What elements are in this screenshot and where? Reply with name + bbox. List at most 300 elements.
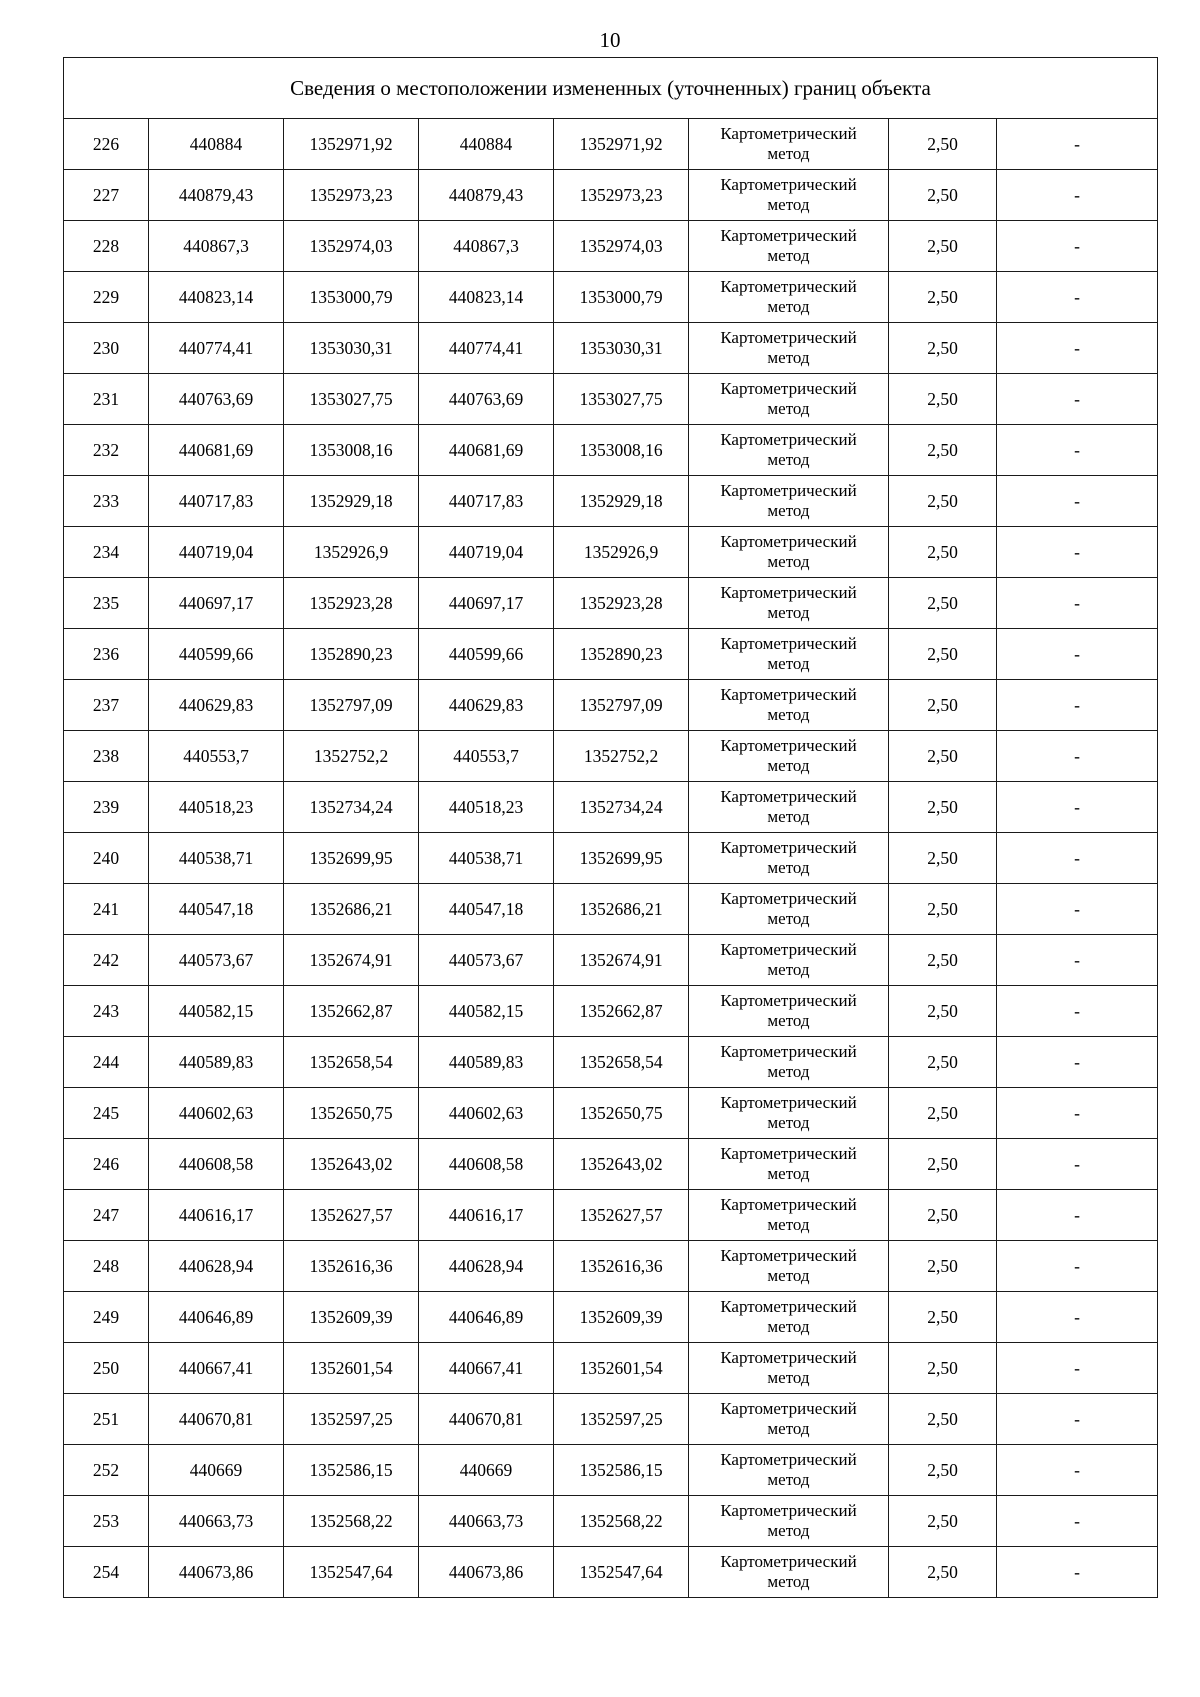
accuracy-cell: 2,50 [889, 1139, 997, 1190]
existing-y-cell: 1352923,28 [284, 578, 419, 629]
refined-x-cell: 440538,71 [419, 833, 554, 884]
method-line-1: Картометрический [720, 940, 857, 959]
method-cell [689, 935, 889, 986]
point-number-cell: 229 [64, 272, 149, 323]
method-line-1: Картометрический [720, 328, 857, 347]
refined-y-cell: 1352797,09 [554, 680, 689, 731]
refined-x-cell: 440589,83 [419, 1037, 554, 1088]
method-line-2: метод [767, 1317, 810, 1336]
note-cell: - [997, 1139, 1158, 1190]
accuracy-cell: 2,50 [889, 272, 997, 323]
point-number-cell: 233 [64, 476, 149, 527]
table-row [64, 221, 1158, 272]
table-row [64, 272, 1158, 323]
accuracy-cell: 2,50 [889, 1037, 997, 1088]
method-line-2: метод [767, 909, 810, 928]
refined-x-cell: 440629,83 [419, 680, 554, 731]
note-cell: - [997, 374, 1158, 425]
point-number-cell: 244 [64, 1037, 149, 1088]
refined-y-cell: 1352662,87 [554, 986, 689, 1037]
existing-y-cell: 1352797,09 [284, 680, 419, 731]
existing-y-cell: 1352973,23 [284, 170, 419, 221]
table-row [64, 884, 1158, 935]
refined-x-cell: 440669 [419, 1445, 554, 1496]
refined-x-cell: 440879,43 [419, 170, 554, 221]
point-number-cell: 248 [64, 1241, 149, 1292]
existing-x-cell: 440697,17 [149, 578, 284, 629]
method-cell [689, 1547, 889, 1598]
table-row [64, 170, 1158, 221]
note-cell: - [997, 119, 1158, 170]
refined-y-cell: 1352971,92 [554, 119, 689, 170]
point-number-cell: 252 [64, 1445, 149, 1496]
point-number-cell: 250 [64, 1343, 149, 1394]
table-row [64, 731, 1158, 782]
method-line-2: метод [767, 1266, 810, 1285]
method-line-1: Картометрический [720, 1246, 857, 1265]
refined-y-cell: 1352674,91 [554, 935, 689, 986]
point-number-cell: 228 [64, 221, 149, 272]
method-line-1: Картометрический [720, 583, 857, 602]
method-line-2: метод [767, 756, 810, 775]
point-number-cell: 226 [64, 119, 149, 170]
refined-y-cell: 1352650,75 [554, 1088, 689, 1139]
accuracy-cell: 2,50 [889, 935, 997, 986]
method-cell [689, 782, 889, 833]
existing-x-cell: 440602,63 [149, 1088, 284, 1139]
refined-x-cell: 440602,63 [419, 1088, 554, 1139]
note-cell: - [997, 1547, 1158, 1598]
existing-y-cell: 1352650,75 [284, 1088, 419, 1139]
refined-x-cell: 440663,73 [419, 1496, 554, 1547]
method-line-2: метод [767, 195, 810, 214]
method-cell [689, 119, 889, 170]
method-line-2: метод [767, 1113, 810, 1132]
point-number-cell: 242 [64, 935, 149, 986]
refined-x-cell: 440681,69 [419, 425, 554, 476]
existing-y-cell: 1352734,24 [284, 782, 419, 833]
refined-x-cell: 440774,41 [419, 323, 554, 374]
method-line-1: Картометрический [720, 1093, 857, 1112]
method-cell [689, 1139, 889, 1190]
existing-x-cell: 440719,04 [149, 527, 284, 578]
note-cell: - [997, 221, 1158, 272]
existing-y-cell: 1352643,02 [284, 1139, 419, 1190]
point-number-cell: 249 [64, 1292, 149, 1343]
method-line-2: метод [767, 246, 810, 265]
point-number-cell: 246 [64, 1139, 149, 1190]
existing-y-cell: 1353000,79 [284, 272, 419, 323]
point-number-cell: 236 [64, 629, 149, 680]
refined-y-cell: 1352752,2 [554, 731, 689, 782]
method-cell [689, 1445, 889, 1496]
table-row [64, 935, 1158, 986]
note-cell: - [997, 425, 1158, 476]
table-row [64, 629, 1158, 680]
method-line-2: метод [767, 960, 810, 979]
accuracy-cell: 2,50 [889, 884, 997, 935]
existing-x-cell: 440628,94 [149, 1241, 284, 1292]
method-line-1: Картометрический [720, 1297, 857, 1316]
existing-y-cell: 1352971,92 [284, 119, 419, 170]
refined-y-cell: 1352568,22 [554, 1496, 689, 1547]
table-row [64, 986, 1158, 1037]
method-cell [689, 374, 889, 425]
existing-y-cell: 1352568,22 [284, 1496, 419, 1547]
accuracy-cell: 2,50 [889, 1547, 997, 1598]
existing-x-cell: 440538,71 [149, 833, 284, 884]
accuracy-cell: 2,50 [889, 221, 997, 272]
accuracy-cell: 2,50 [889, 986, 997, 1037]
method-cell [689, 986, 889, 1037]
existing-y-cell: 1352686,21 [284, 884, 419, 935]
accuracy-cell: 2,50 [889, 833, 997, 884]
method-line-2: метод [767, 348, 810, 367]
existing-y-cell: 1352547,64 [284, 1547, 419, 1598]
method-line-2: метод [767, 1164, 810, 1183]
point-number-cell: 245 [64, 1088, 149, 1139]
method-line-2: метод [767, 552, 810, 571]
existing-x-cell: 440629,83 [149, 680, 284, 731]
note-cell: - [997, 1445, 1158, 1496]
boundary-coordinates-table [63, 57, 1158, 1598]
existing-x-cell: 440823,14 [149, 272, 284, 323]
note-cell: - [997, 782, 1158, 833]
accuracy-cell: 2,50 [889, 578, 997, 629]
refined-y-cell: 1352973,23 [554, 170, 689, 221]
method-line-2: метод [767, 399, 810, 418]
table-title: Сведения о местоположении измененных (уточненных) границ объекта [64, 58, 1158, 119]
note-cell: - [997, 935, 1158, 986]
existing-x-cell: 440608,58 [149, 1139, 284, 1190]
existing-x-cell: 440667,41 [149, 1343, 284, 1394]
refined-y-cell: 1352734,24 [554, 782, 689, 833]
method-cell [689, 1241, 889, 1292]
method-line-2: метод [767, 858, 810, 877]
method-line-1: Картометрический [720, 1144, 857, 1163]
method-line-1: Картометрический [720, 175, 857, 194]
method-line-1: Картометрический [720, 787, 857, 806]
table-row [64, 578, 1158, 629]
method-line-1: Картометрический [720, 532, 857, 551]
existing-y-cell: 1352752,2 [284, 731, 419, 782]
method-line-1: Картометрический [720, 1195, 857, 1214]
method-line-2: метод [767, 1368, 810, 1387]
existing-x-cell: 440774,41 [149, 323, 284, 374]
refined-x-cell: 440599,66 [419, 629, 554, 680]
point-number-cell: 247 [64, 1190, 149, 1241]
method-cell [689, 680, 889, 731]
existing-y-cell: 1352616,36 [284, 1241, 419, 1292]
method-line-2: метод [767, 654, 810, 673]
method-line-1: Картометрический [720, 634, 857, 653]
note-cell: - [997, 1292, 1158, 1343]
method-line-2: метод [767, 1572, 810, 1591]
accuracy-cell: 2,50 [889, 629, 997, 680]
accuracy-cell: 2,50 [889, 1088, 997, 1139]
method-cell [689, 629, 889, 680]
existing-y-cell: 1352929,18 [284, 476, 419, 527]
table-row [64, 782, 1158, 833]
table-row [64, 1139, 1158, 1190]
method-line-2: метод [767, 501, 810, 520]
accuracy-cell: 2,50 [889, 527, 997, 578]
method-line-1: Картометрический [720, 838, 857, 857]
refined-x-cell: 440670,81 [419, 1394, 554, 1445]
point-number-cell: 232 [64, 425, 149, 476]
refined-y-cell: 1352699,95 [554, 833, 689, 884]
refined-x-cell: 440697,17 [419, 578, 554, 629]
refined-x-cell: 440884 [419, 119, 554, 170]
refined-x-cell: 440673,86 [419, 1547, 554, 1598]
existing-x-cell: 440669 [149, 1445, 284, 1496]
point-number-cell: 231 [64, 374, 149, 425]
existing-x-cell: 440717,83 [149, 476, 284, 527]
existing-x-cell: 440867,3 [149, 221, 284, 272]
method-cell [689, 1190, 889, 1241]
method-cell [689, 323, 889, 374]
refined-y-cell: 1352601,54 [554, 1343, 689, 1394]
existing-x-cell: 440681,69 [149, 425, 284, 476]
method-cell [689, 578, 889, 629]
table-row [64, 425, 1158, 476]
existing-y-cell: 1352597,25 [284, 1394, 419, 1445]
method-line-1: Картометрический [720, 736, 857, 755]
table-row [64, 323, 1158, 374]
table-row [64, 1190, 1158, 1241]
method-line-2: метод [767, 1419, 810, 1438]
method-line-1: Картометрический [720, 1450, 857, 1469]
existing-x-cell: 440518,23 [149, 782, 284, 833]
note-cell: - [997, 272, 1158, 323]
method-line-1: Картометрический [720, 1552, 857, 1571]
table-row [64, 1241, 1158, 1292]
method-cell [689, 170, 889, 221]
accuracy-cell: 2,50 [889, 1292, 997, 1343]
accuracy-cell: 2,50 [889, 1496, 997, 1547]
method-line-2: метод [767, 1470, 810, 1489]
table-row [64, 1496, 1158, 1547]
note-cell: - [997, 1241, 1158, 1292]
method-line-1: Картометрический [720, 1042, 857, 1061]
accuracy-cell: 2,50 [889, 425, 997, 476]
refined-x-cell: 440547,18 [419, 884, 554, 935]
refined-x-cell: 440573,67 [419, 935, 554, 986]
method-line-2: метод [767, 807, 810, 826]
table-row [64, 1445, 1158, 1496]
method-line-1: Картометрический [720, 1501, 857, 1520]
method-line-1: Картометрический [720, 1399, 857, 1418]
refined-y-cell: 1352890,23 [554, 629, 689, 680]
existing-x-cell: 440670,81 [149, 1394, 284, 1445]
existing-x-cell: 440884 [149, 119, 284, 170]
method-cell [689, 884, 889, 935]
point-number-cell: 251 [64, 1394, 149, 1445]
note-cell: - [997, 170, 1158, 221]
refined-x-cell: 440616,17 [419, 1190, 554, 1241]
point-number-cell: 241 [64, 884, 149, 935]
existing-x-cell: 440599,66 [149, 629, 284, 680]
note-cell: - [997, 884, 1158, 935]
note-cell: - [997, 833, 1158, 884]
accuracy-cell: 2,50 [889, 1445, 997, 1496]
refined-y-cell: 1352597,25 [554, 1394, 689, 1445]
refined-x-cell: 440582,15 [419, 986, 554, 1037]
note-cell: - [997, 1394, 1158, 1445]
method-line-1: Картометрический [720, 481, 857, 500]
note-cell: - [997, 323, 1158, 374]
accuracy-cell: 2,50 [889, 476, 997, 527]
refined-x-cell: 440717,83 [419, 476, 554, 527]
existing-y-cell: 1353030,31 [284, 323, 419, 374]
refined-y-cell: 1352974,03 [554, 221, 689, 272]
method-cell [689, 476, 889, 527]
existing-x-cell: 440589,83 [149, 1037, 284, 1088]
accuracy-cell: 2,50 [889, 323, 997, 374]
existing-x-cell: 440763,69 [149, 374, 284, 425]
table-body [64, 119, 1158, 1598]
method-cell [689, 1088, 889, 1139]
table-row [64, 476, 1158, 527]
existing-y-cell: 1353027,75 [284, 374, 419, 425]
refined-y-cell: 1353008,16 [554, 425, 689, 476]
refined-y-cell: 1352686,21 [554, 884, 689, 935]
note-cell: - [997, 476, 1158, 527]
refined-y-cell: 1353030,31 [554, 323, 689, 374]
point-number-cell: 239 [64, 782, 149, 833]
refined-x-cell: 440823,14 [419, 272, 554, 323]
existing-x-cell: 440616,17 [149, 1190, 284, 1241]
refined-x-cell: 440608,58 [419, 1139, 554, 1190]
accuracy-cell: 2,50 [889, 170, 997, 221]
table-row [64, 1037, 1158, 1088]
existing-x-cell: 440646,89 [149, 1292, 284, 1343]
existing-y-cell: 1353008,16 [284, 425, 419, 476]
accuracy-cell: 2,50 [889, 731, 997, 782]
refined-y-cell: 1352658,54 [554, 1037, 689, 1088]
refined-x-cell: 440646,89 [419, 1292, 554, 1343]
accuracy-cell: 2,50 [889, 119, 997, 170]
existing-y-cell: 1352974,03 [284, 221, 419, 272]
method-line-2: метод [767, 144, 810, 163]
method-cell [689, 1394, 889, 1445]
method-line-2: метод [767, 1215, 810, 1234]
existing-y-cell: 1352586,15 [284, 1445, 419, 1496]
table-row [64, 1292, 1158, 1343]
refined-x-cell: 440518,23 [419, 782, 554, 833]
point-number-cell: 237 [64, 680, 149, 731]
existing-y-cell: 1352658,54 [284, 1037, 419, 1088]
table-row [64, 527, 1158, 578]
refined-y-cell: 1352547,64 [554, 1547, 689, 1598]
note-cell: - [997, 1190, 1158, 1241]
method-line-1: Картометрический [720, 379, 857, 398]
refined-x-cell: 440553,7 [419, 731, 554, 782]
table-row [64, 119, 1158, 170]
point-number-cell: 253 [64, 1496, 149, 1547]
note-cell: - [997, 1343, 1158, 1394]
method-cell [689, 272, 889, 323]
method-cell [689, 527, 889, 578]
method-cell [689, 1292, 889, 1343]
method-cell [689, 221, 889, 272]
refined-y-cell: 1352926,9 [554, 527, 689, 578]
note-cell: - [997, 1496, 1158, 1547]
refined-y-cell: 1352616,36 [554, 1241, 689, 1292]
table-row [64, 833, 1158, 884]
accuracy-cell: 2,50 [889, 1343, 997, 1394]
table-row [64, 680, 1158, 731]
note-cell: - [997, 680, 1158, 731]
table-row [64, 1547, 1158, 1598]
table-row [64, 1394, 1158, 1445]
existing-x-cell: 440547,18 [149, 884, 284, 935]
note-cell: - [997, 629, 1158, 680]
note-cell: - [997, 578, 1158, 629]
refined-y-cell: 1352586,15 [554, 1445, 689, 1496]
note-cell: - [997, 986, 1158, 1037]
method-line-2: метод [767, 297, 810, 316]
method-cell [689, 833, 889, 884]
method-cell [689, 731, 889, 782]
point-number-cell: 254 [64, 1547, 149, 1598]
existing-y-cell: 1352601,54 [284, 1343, 419, 1394]
point-number-cell: 230 [64, 323, 149, 374]
accuracy-cell: 2,50 [889, 680, 997, 731]
method-cell [689, 425, 889, 476]
method-line-1: Картометрический [720, 124, 857, 143]
point-number-cell: 238 [64, 731, 149, 782]
page-number: 10 [599, 28, 621, 52]
existing-y-cell: 1352674,91 [284, 935, 419, 986]
method-line-2: метод [767, 603, 810, 622]
note-cell: - [997, 527, 1158, 578]
accuracy-cell: 2,50 [889, 782, 997, 833]
note-cell: - [997, 1037, 1158, 1088]
refined-y-cell: 1352923,28 [554, 578, 689, 629]
existing-y-cell: 1352627,57 [284, 1190, 419, 1241]
refined-x-cell: 440763,69 [419, 374, 554, 425]
method-cell [689, 1343, 889, 1394]
refined-y-cell: 1352627,57 [554, 1190, 689, 1241]
existing-y-cell: 1352926,9 [284, 527, 419, 578]
refined-y-cell: 1352643,02 [554, 1139, 689, 1190]
refined-y-cell: 1353000,79 [554, 272, 689, 323]
existing-x-cell: 440663,73 [149, 1496, 284, 1547]
existing-y-cell: 1352609,39 [284, 1292, 419, 1343]
accuracy-cell: 2,50 [889, 1394, 997, 1445]
point-number-cell: 234 [64, 527, 149, 578]
method-line-2: метод [767, 705, 810, 724]
point-number-cell: 235 [64, 578, 149, 629]
refined-x-cell: 440667,41 [419, 1343, 554, 1394]
point-number-cell: 227 [64, 170, 149, 221]
existing-y-cell: 1352699,95 [284, 833, 419, 884]
note-cell: - [997, 1088, 1158, 1139]
refined-y-cell: 1353027,75 [554, 374, 689, 425]
method-line-2: метод [767, 1062, 810, 1081]
method-line-2: метод [767, 1011, 810, 1030]
table-row [64, 1343, 1158, 1394]
method-line-1: Картометрический [720, 889, 857, 908]
existing-x-cell: 440553,7 [149, 731, 284, 782]
accuracy-cell: 2,50 [889, 1241, 997, 1292]
table-row [64, 374, 1158, 425]
existing-x-cell: 440673,86 [149, 1547, 284, 1598]
existing-y-cell: 1352662,87 [284, 986, 419, 1037]
method-line-1: Картометрический [720, 685, 857, 704]
accuracy-cell: 2,50 [889, 374, 997, 425]
